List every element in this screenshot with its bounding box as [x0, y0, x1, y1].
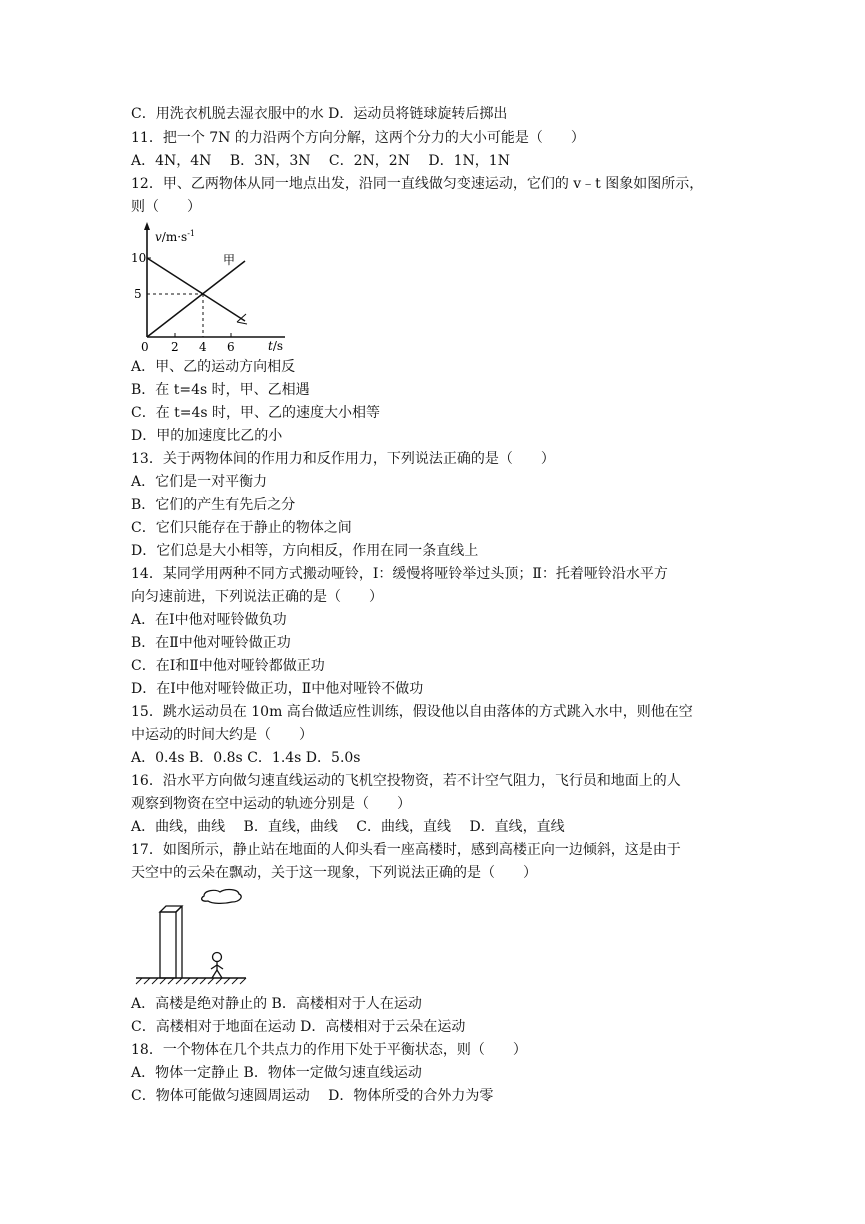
q15-stem-line1: 15．跳水运动员在 10m 高台做适应性训练，假设他以自由落体的方式跳入水中，则他在空 [131, 704, 693, 720]
ground-icon [136, 978, 246, 984]
q14-option-b: B．在Ⅱ中他对哑铃做正功 [131, 635, 291, 651]
q14-stem-line1: 14．某同学用两种不同方式搬动哑铃，Ⅰ：缓慢将哑铃举过头顶；Ⅱ：托着哑铃沿水平方 [131, 566, 668, 582]
q18-options-cd: C．物体可能做匀速圆周运动 D．物体所受的合外力为零 [131, 1088, 494, 1104]
q16-options: A．曲线，曲线 B．直线，曲线 C．曲线，直线 D．直线，直线 [131, 819, 565, 835]
q12-option-b: B．在 t=4s 时，甲、乙相遇 [131, 382, 310, 398]
q16-stem-line1: 16．沿水平方向做匀速直线运动的飞机空投物资，若不计空气阻力，飞行员和地面上的人 [131, 773, 681, 789]
q15-stem-line2: 中运动的时间大约是（ ） [131, 727, 313, 743]
series-jia-line [147, 261, 245, 337]
building-cloud-illustration [130, 884, 248, 988]
x-tick-6: 6 [227, 340, 235, 352]
q13-stem: 13．关于两物体间的作用力和反作用力，下列说法正确的是（ ） [131, 451, 555, 467]
q13-option-d: D．它们总是大小相等，方向相反，作用在同一条直线上 [131, 543, 479, 559]
cloud-icon [202, 890, 242, 904]
q12-option-c: C．在 t=4s 时，甲、乙的速度大小相等 [131, 405, 381, 421]
q12-option-d: D．甲的加速度比乙的小 [131, 428, 283, 444]
q12-option-a: A．甲、乙的运动方向相反 [131, 359, 296, 375]
building-icon [160, 906, 182, 978]
person-icon [211, 953, 223, 979]
q13-option-b: B．它们的产生有先后之分 [131, 497, 296, 513]
q11-options: A．4N，4N B．3N，3N C．2N，2N D．1N，1N [131, 153, 510, 169]
q14-option-d: D．在Ⅰ中他对哑铃做正功，Ⅱ中他对哑铃不做功 [131, 681, 424, 697]
q12-stem-line1: 12．甲、乙两物体从同一地点出发，沿同一直线做匀变速运动，它们的 v﹣t 图象如图所示， [131, 176, 704, 192]
x-tick-4: 4 [199, 340, 207, 352]
q14-stem-line2: 向匀速前进，下列说法正确的是（ ） [131, 589, 383, 605]
q17-stem-line2: 天空中的云朵在飘动，关于这一现象，下列说法正确的是（ ） [131, 865, 537, 881]
q10-options-cd: C．用洗衣机脱去湿衣服中的水 D．运动员将链球旋转后掷出 [131, 106, 508, 122]
q13-option-c: C．它们只能存在于静止的物体之间 [131, 520, 352, 536]
q18-options-ab: A．物体一定静止 B．物体一定做匀速直线运动 [131, 1065, 422, 1081]
vt-graph [130, 220, 290, 352]
q16-stem-line2: 观察到物资在空中运动的轨迹分别是（ ） [131, 796, 411, 812]
y-axis-label: $v/m\cdot s^{-1}$ [155, 229, 195, 244]
y-tick-10: 10 [131, 251, 147, 265]
q18-stem: 18．一个物体在几个共点力的作用下处于平衡状态，则（ ） [131, 1042, 527, 1058]
q17-options-cd: C．高楼相对于地面在运动 D．高楼相对于云朵在运动 [131, 1019, 466, 1035]
q11-stem: 11．把一个 7N 的力沿两个方向分解，这两个分力的大小可能是（ ） [131, 130, 585, 146]
q17-stem-line1: 17．如图所示，静止站在地面的人仰头看一座高楼时，感到高楼正向一边倾斜，这是由于 [131, 842, 681, 858]
q13-option-a: A．它们是一对平衡力 [131, 474, 268, 490]
q14-option-a: A．在Ⅰ中他对哑铃做负功 [131, 612, 287, 628]
x-axis-label: t/s [268, 339, 284, 352]
x-tick-2: 2 [171, 340, 179, 352]
series-label-jia: 甲 [223, 253, 236, 267]
series-yi-line [147, 258, 245, 321]
q14-option-c: C．在Ⅰ和Ⅱ中他对哑铃都做正功 [131, 658, 325, 674]
q12-stem-line2: 则（ ） [131, 199, 201, 215]
origin-label: 0 [141, 340, 149, 352]
q17-options-ab: A．高楼是绝对静止的 B．高楼相对于人在运动 [131, 996, 422, 1012]
y-tick-5: 5 [134, 287, 142, 301]
q15-options: A．0.4s B．0.8s C．1.4s D．5.0s [131, 750, 361, 766]
